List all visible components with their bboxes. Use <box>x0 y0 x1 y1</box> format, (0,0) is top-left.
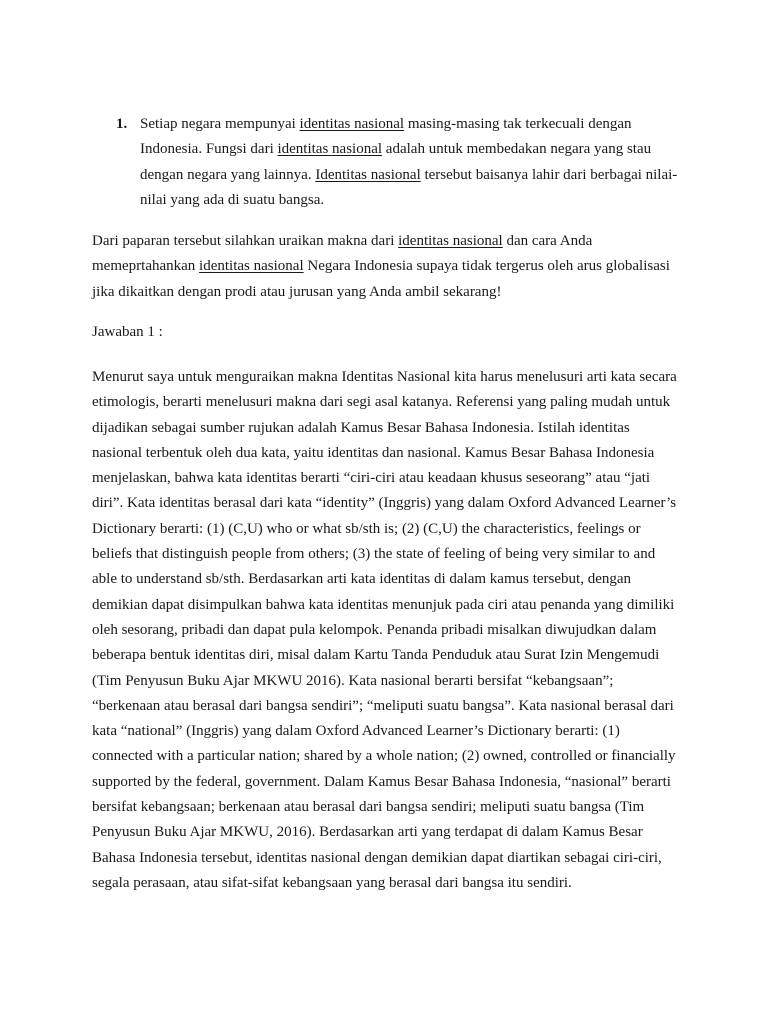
answer-label: Jawaban 1 : <box>92 324 163 340</box>
question-text-part: dan cara Anda memeprtahankan <box>92 233 593 275</box>
underlined-term: identitas nasional <box>277 141 383 158</box>
item-1-text-part: adalah untuk membedakan negara yang stau dengan negara yang lainnya. <box>140 141 652 183</box>
item-1-text-part: Setiap negara mempunyai <box>140 116 300 132</box>
question-paragraph <box>92 229 682 305</box>
underlined-term: identitas nasional <box>398 233 503 249</box>
underlined-term: identitas nasional <box>299 116 405 132</box>
question-text-part: Dari paparan tersebut silahkan uraikan makna dari <box>92 233 399 249</box>
question-text-part: Negara Indonesia supaya tidak tergerus oleh arus globalisasi jika dikaitkan dengan prodi atau jurusan yang Anda ambil sekarang! <box>92 258 670 300</box>
item-1-text-part: masing-masing tak terkecuali dengan Indonesia. Fungsi dari <box>140 116 632 158</box>
underlined-term: Identitas nasional <box>315 166 421 183</box>
underlined-term: identitas nasional <box>199 258 304 275</box>
list-number: 1. <box>116 116 128 132</box>
item-1-text-part: tersebut baisanya lahir dari berbagai nilai-nilai yang ada di suatu bangsa. <box>140 166 678 208</box>
item-1-text <box>140 112 685 213</box>
answer-paragraph: Menurut saya untuk menguraikan makna Identitas Nasional kita harus menelusuri arti kata secara etimologis, berarti menelusuri makna dari segi asal katanya. Referensi yang paling mudah untuk dijadikan sebagai sumber rujukan adalah Kamus Besar Bahasa Indonesia. Istilah identitas nasional terbentuk oleh dua kata, yaitu identitas dan nasional. Kamus Besar Bahasa Indonesia menjelaskan, bahwa kata identitas berarti “ciri-ciri atau keadaan khusus seseorang” atau “jati diri”. Kata identitas berasal dari kata “identity” (Inggris) yang dalam Oxford Advanced Learner’s Dictionary berarti: (1) (C,U) who or what sb/sth is; (2) (C,U) the characteristics, feelings or beliefs that distinguish people from others; (3) the state of feeling of being very similar to and able to understand sb/sth. Berdasarkan arti kata identitas di dalam kamus tersebut, dengan demikian dapat disimpulkan bahwa kata identitas menunjuk pada ciri atau penanda yang dimiliki oleh sesorang, pribadi dan dapat pula kelompok. Penanda pribadi misalkan diwujudkan dalam beberapa bentuk identitas diri, misal dalam Kartu Tanda Penduduk atau Surat Izin Mengemudi (Tim Penyusun Buku Ajar MKWU 2016). Kata nasional berarti bersifat “kebangsaan”; “berkenaan atau berasal dari bangsa sendiri”; “meliputi suatu bangsa”. Kata nasional berasal dari kata “national” (Inggris) yang dalam Oxford Advanced Learner’s Dictionary berarti: (1) connected with a particular nation; shared by a whole nation; (2) owned, controlled or financially supported by the federal, government. Dalam Kamus Besar Bahasa Indonesia, “nasional” berarti bersifat kebangsaan; berkenaan atau berasal dari bangsa sendiri; meliputi suatu bangsa (Tim Penyusun Buku Ajar MKWU, 2016). Berdasarkan arti yang terdapat di dalam Kamus Besar Bahasa Indonesia tersebut, identitas nasional dengan demikian dapat diartikan sebagai ciri-ciri, segala perasaan, atau sifat-sifat kebangsaan yang berasal dari bangsa itu sendiri. <box>92 369 677 891</box>
